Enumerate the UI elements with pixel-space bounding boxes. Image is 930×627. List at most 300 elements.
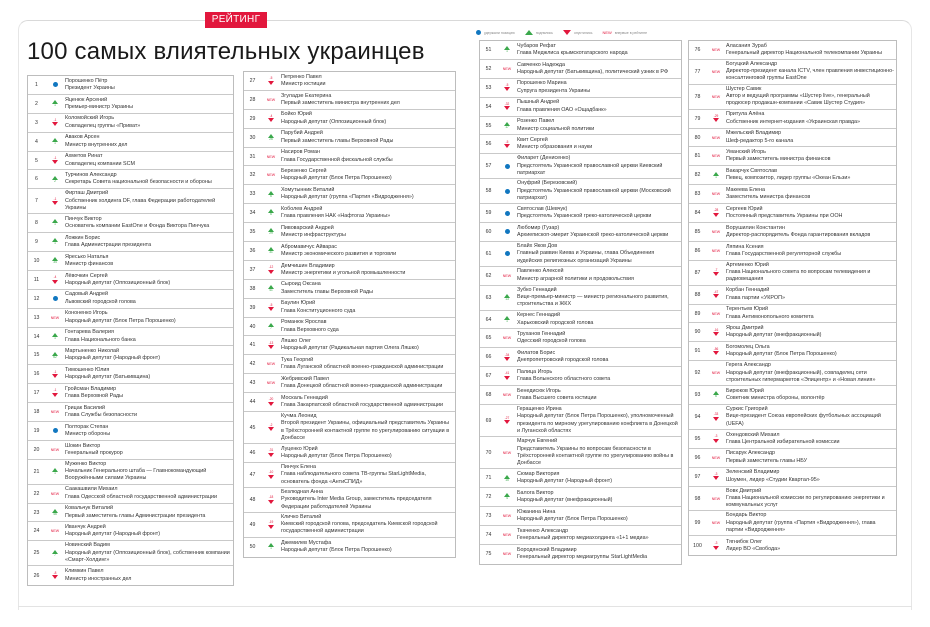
- rank-change-marker: [45, 509, 65, 517]
- rating-row: [28, 460, 233, 485]
- arrow-down-icon: [504, 87, 510, 91]
- person-info: [65, 568, 233, 583]
- person-name: Ложкин Борис: [65, 234, 101, 241]
- person-info: [281, 130, 455, 145]
- person-position: Певец, композитор, лидер группы «Океан Ельзи»: [726, 175, 851, 182]
- person-name: Геращенко Ирина: [517, 406, 562, 413]
- rank-number: 21: [33, 468, 40, 475]
- rank-change-marker: [706, 48, 726, 52]
- rank-change-marker: [261, 247, 281, 255]
- person-info: [517, 438, 681, 467]
- person-position: Министр иностранных дел: [65, 575, 132, 582]
- rank-change-marker: [497, 251, 517, 256]
- rank-change-marker: [45, 119, 65, 127]
- person-info: [726, 388, 896, 403]
- new-entry-icon: NEW: [502, 514, 512, 519]
- rank-change-marker: [261, 424, 281, 432]
- rating-row: [28, 233, 233, 252]
- rank-number: 3: [35, 119, 38, 126]
- person-info: [517, 62, 681, 77]
- person-name: Блайх Яков Дов: [517, 242, 558, 249]
- new-entry-icon: NEW: [711, 135, 721, 140]
- rating-row: [480, 526, 681, 545]
- person-position: Министр юстиции: [281, 80, 326, 87]
- person-name: Зубко Геннадий: [517, 286, 557, 293]
- rating-row: [244, 280, 455, 299]
- rank-number: 92: [694, 370, 701, 377]
- rank-change-marker: [261, 323, 281, 331]
- rank-change-value: 6: [715, 394, 717, 399]
- rating-row: [480, 98, 681, 117]
- rank-change-value: 1: [54, 471, 56, 475]
- rating-row: [689, 430, 896, 449]
- rank-change-value: -19: [268, 520, 274, 525]
- person-info: [65, 235, 233, 250]
- rank-number: 71: [485, 475, 492, 482]
- new-icon: NEW: [602, 30, 612, 35]
- rating-row: [28, 252, 233, 271]
- person-name: Порошенко Марина: [517, 80, 567, 87]
- rating-row: [244, 374, 455, 393]
- rank-change-marker: [497, 393, 517, 397]
- new-entry-icon: NEW: [266, 97, 276, 102]
- rank-number: 44: [249, 399, 256, 406]
- rank-change-value: 29: [269, 231, 273, 236]
- rank-number: 31: [249, 153, 256, 160]
- arrow-down-icon: [52, 201, 58, 205]
- rank-change-marker: [261, 134, 281, 142]
- rating-row: [244, 444, 455, 463]
- rank-number: 24: [33, 528, 40, 535]
- person-name: Романюк Ярослав: [281, 319, 327, 326]
- rank-number: 94: [694, 413, 701, 420]
- person-position: Народный депутат (внефракционный): [517, 497, 613, 504]
- rating-row: [689, 468, 896, 487]
- person-position: Народный депутат (Блок Петра Порошенко): [281, 175, 392, 182]
- rank-number: 59: [485, 210, 492, 217]
- person-info: [281, 168, 455, 183]
- person-info: [281, 74, 455, 89]
- rank-number: 76: [694, 46, 701, 53]
- rank-change-marker: [706, 192, 726, 196]
- rank-number: 47: [249, 472, 256, 479]
- person-position: Министр внутренних дел: [65, 141, 128, 148]
- arrow-down-icon: [713, 439, 719, 443]
- rank-number: 6: [35, 176, 38, 183]
- person-position: Глава правления НАК «Нафтогаз Украины»: [281, 213, 391, 220]
- rank-change-value: -56: [713, 346, 719, 351]
- rank-change-marker: [261, 342, 281, 350]
- person-position: Глава Донецкой областной военно-гражданской администрации: [281, 383, 443, 390]
- person-info: [726, 362, 896, 384]
- new-entry-icon: NEW: [502, 393, 512, 398]
- person-name: Сергеев Юрий: [726, 205, 763, 212]
- rank-number: 26: [33, 572, 40, 579]
- rank-number: 84: [694, 210, 701, 217]
- rank-change-value: 17: [505, 124, 509, 129]
- rating-row: [689, 286, 896, 305]
- rating-row: [480, 469, 681, 488]
- page-title: 100 самых влиятельных украинцев: [27, 38, 425, 65]
- rating-row: [689, 361, 896, 386]
- rank-number: 54: [485, 103, 492, 110]
- person-info: [281, 395, 455, 410]
- person-position: Министр обороны: [65, 430, 111, 437]
- person-position: Глава Администрации президента: [65, 242, 152, 249]
- person-info: [65, 273, 233, 288]
- rank-change-marker: [497, 316, 517, 324]
- new-entry-icon: NEW: [711, 311, 721, 316]
- rank-change-value: -20: [268, 397, 274, 402]
- person-position: Директор-распорядитель Фонда гарантирования вкладов: [726, 231, 871, 238]
- rating-row: [28, 346, 233, 365]
- person-name: Тимошенко Юлия: [65, 367, 110, 373]
- arrow-down-icon: [268, 270, 274, 274]
- person-position: Глава Национальной комиссии по регулированию энергетики и коммунальных услуг: [726, 494, 885, 509]
- new-entry-icon: NEW: [266, 154, 276, 159]
- rank-change-value: 46: [53, 511, 57, 516]
- rating-row: [480, 311, 681, 330]
- rank-change-marker: [497, 336, 517, 340]
- person-name: Полторак Степан: [65, 423, 109, 430]
- person-position: Первый заместитель главы НБУ: [726, 457, 808, 464]
- person-info: [726, 432, 896, 447]
- rank-number: 32: [249, 172, 256, 179]
- rank-change-marker: [261, 155, 281, 159]
- person-position: Народный депутат (Радикальная партия Олега Ляшко): [281, 345, 419, 352]
- person-position: Заместитель главы Верховной Рады: [281, 288, 373, 295]
- rank-number: 69: [485, 417, 492, 424]
- person-position: Глава Центральной избирательной комиссии: [726, 438, 840, 445]
- person-position: Основатель компании EastOne и Фонда Виктора Пинчука: [65, 223, 210, 230]
- person-position: Глава Закарпатской областной государственной администрации: [281, 402, 443, 409]
- rank-change-value: -5: [505, 82, 509, 87]
- rank-change-value: -3: [714, 471, 718, 476]
- person-position: Глава правления ОАО «Ощадбанк»: [517, 106, 607, 113]
- person-position: Одесский городской голова: [517, 338, 586, 345]
- person-info: [65, 505, 233, 520]
- person-name: Иванчук Андрей: [65, 524, 106, 531]
- rank-number: 16: [33, 371, 40, 378]
- person-position: Народный депутат (Блок Петра Порошенко): [281, 453, 392, 460]
- rank-change-marker: [497, 211, 517, 216]
- person-name: Порошенко Пётр: [65, 77, 108, 84]
- person-info: [517, 312, 681, 327]
- person-name: Ворушилин Константин: [726, 224, 785, 231]
- rank-change-marker: [261, 266, 281, 274]
- person-info: [65, 97, 233, 112]
- rank-change-marker: [261, 209, 281, 217]
- rank-change-marker: [706, 348, 726, 356]
- person-info: [517, 471, 681, 486]
- person-name: Насиров Роман: [281, 149, 320, 156]
- person-position: Генеральный директор медиагруппы StarLightMedia: [517, 554, 648, 561]
- rank-change-marker: [497, 46, 517, 54]
- person-position: Министр аграрной политики и продовольствия: [517, 275, 634, 282]
- rank-number: 56: [485, 141, 492, 148]
- person-info: [517, 225, 681, 240]
- rating-row: [689, 536, 896, 555]
- person-name: Саакашвили Михаил: [65, 486, 118, 493]
- person-position: Первый заместитель главы Верховной Рады: [281, 137, 394, 144]
- rank-number: 48: [249, 496, 256, 503]
- person-info: [281, 187, 455, 202]
- rank-number: 78: [694, 93, 701, 100]
- person-position: Народный депутат (внефракционный), совладелец сети строительных гипермаркетов «Эпицентр» и «Новая линия»: [726, 369, 876, 383]
- person-position: Совладелец компании SCM: [65, 160, 135, 167]
- person-name: Макеева Елена: [726, 186, 765, 193]
- person-name: Фирташ Дмитрий: [65, 190, 109, 197]
- rating-row: [28, 504, 233, 523]
- person-position: Генеральный директор медиахолдинга «1+1 медиа»: [517, 535, 649, 542]
- new-entry-icon: NEW: [711, 229, 721, 234]
- person-name: Яценюк Арсений: [65, 96, 108, 103]
- rank-number: 55: [485, 122, 492, 129]
- person-name: Джемилев Мустафа: [281, 539, 332, 546]
- person-name: Березенко Сергей: [281, 168, 327, 175]
- rank-change-marker: [706, 209, 726, 217]
- rank-change-marker: [261, 285, 281, 293]
- person-info: [281, 206, 455, 221]
- rank-number: 29: [249, 115, 256, 122]
- rank-number: 25: [33, 550, 40, 557]
- person-name: Турчинов Александр: [65, 172, 117, 179]
- rating-row: [28, 133, 233, 152]
- person-name: Муженко Виктор: [65, 460, 107, 467]
- rank-number: 63: [485, 294, 492, 301]
- rank-change-marker: [45, 428, 65, 433]
- rating-row: [689, 242, 896, 261]
- same-position-dot-icon: [53, 428, 58, 433]
- person-info: [517, 180, 681, 202]
- person-info: [281, 540, 455, 555]
- rank-change-marker: [706, 413, 726, 421]
- person-position: Народный депутат (внефракционный): [726, 332, 822, 339]
- person-info: [281, 244, 455, 259]
- rating-row: [244, 513, 455, 538]
- rank-number: 97: [694, 473, 701, 480]
- person-info: [726, 325, 896, 340]
- rank-number: 65: [485, 335, 492, 342]
- person-position: Народный депутат (Батькивщина): [65, 374, 151, 381]
- rank-change-marker: [497, 294, 517, 302]
- rating-row: [244, 223, 455, 242]
- rating-row: [244, 72, 455, 91]
- person-name: Онуфрий (Березовский): [517, 180, 578, 187]
- person-position: Народный депутат (Народный фронт): [65, 355, 161, 362]
- rank-number: 10: [33, 257, 40, 264]
- rating-row: [480, 179, 681, 204]
- person-name: Бондарь Виктор: [726, 512, 767, 519]
- arrow-down-icon: [268, 345, 274, 349]
- rank-change-value: -33: [713, 412, 719, 417]
- rating-row: [480, 507, 681, 526]
- rating-row: [28, 441, 233, 460]
- person-name: Москаль Геннадий: [281, 394, 328, 401]
- rating-row: [689, 60, 896, 85]
- person-name: Шустер Савик: [726, 85, 762, 92]
- rating-row: [689, 261, 896, 286]
- person-info: [726, 130, 896, 145]
- rank-change-marker: [497, 103, 517, 111]
- rank-change-marker: [706, 115, 726, 123]
- rank-change-value: -16: [713, 327, 719, 332]
- rank-change-value: 1: [54, 222, 56, 227]
- rating-row: [480, 223, 681, 242]
- person-position: Шоумен, лидер «Студии Квартал-95»: [726, 476, 820, 483]
- person-info: [726, 43, 896, 58]
- rank-change-value: 41: [269, 287, 273, 292]
- person-info: [65, 348, 233, 363]
- person-info: [65, 329, 233, 344]
- rating-column-4: [688, 40, 897, 556]
- person-info: [65, 405, 233, 420]
- rating-row: [689, 110, 896, 129]
- rating-row: [689, 449, 896, 468]
- person-info: [65, 310, 233, 325]
- rank-change-marker: [261, 449, 281, 457]
- person-name: Климкин Павел: [65, 568, 104, 575]
- rank-number: 30: [249, 134, 256, 141]
- rank-change-value: -3: [714, 434, 718, 439]
- rating-row: [28, 170, 233, 189]
- rank-number: 77: [694, 68, 701, 75]
- rating-row: [28, 271, 233, 290]
- person-name: Безлюдная Анна: [281, 489, 323, 495]
- rating-column-2: [243, 71, 456, 558]
- person-position: Министр экономического развития и торговли: [281, 250, 397, 257]
- person-info: [517, 369, 681, 384]
- person-name: Новинский Вадим: [65, 542, 110, 549]
- rating-row: [480, 242, 681, 267]
- rank-number: 7: [35, 198, 38, 205]
- rating-row: [689, 511, 896, 536]
- rank-change-marker: [497, 164, 517, 169]
- legend-label: удержали позицию: [484, 30, 515, 35]
- rank-change-marker: [45, 257, 65, 265]
- person-name: Абромавичус Айварас: [281, 243, 337, 250]
- rating-row: [689, 405, 896, 430]
- person-position: Министр социальной политики: [517, 125, 595, 132]
- rank-change-value: -41: [504, 371, 510, 376]
- rank-change-value: -32: [504, 101, 510, 106]
- rank-number: 64: [485, 316, 492, 323]
- rank-change-value: -5: [269, 76, 273, 81]
- rank-number: 50: [249, 544, 256, 551]
- person-position: Генеральный прокурор: [65, 449, 123, 456]
- rank-change-value: 6: [270, 212, 272, 217]
- rating-row: [689, 85, 896, 110]
- rating-row: [28, 114, 233, 133]
- rank-change-value: 4: [506, 496, 508, 501]
- person-position: Глава Одесской областной государственной администрации: [65, 493, 217, 500]
- arrow-up-icon: [525, 30, 533, 35]
- rank-number: 18: [33, 409, 40, 416]
- rating-row: [244, 393, 455, 412]
- person-position: Первый заместитель министра внутренних дел: [281, 99, 400, 106]
- person-position: Глава Верховного суда: [281, 326, 339, 333]
- person-name: Аваков Арсен: [65, 134, 100, 141]
- person-position: Глава наблюдательного совета ТВ-группы StarLightMedia, основатель фонда «АнтиСПИД»: [281, 471, 426, 485]
- arrow-down-icon: [268, 427, 274, 431]
- person-position: Народный депутат (Блок Петра Порошенко), уполномоченный президента по мирному урегулированию конфликта в Донецкой и Луганской областях: [517, 413, 678, 434]
- rank-change-marker: [45, 492, 65, 496]
- rank-change-marker: [497, 533, 517, 537]
- rating-row: [480, 437, 681, 469]
- rating-row: [244, 488, 455, 513]
- person-info: [726, 539, 896, 554]
- person-name: Труханов Геннадий: [517, 331, 566, 338]
- rank-number: 40: [249, 323, 256, 330]
- rating-row: [689, 41, 896, 60]
- person-name: Бенедисюк Игорь: [517, 387, 561, 394]
- person-info: [65, 190, 233, 212]
- person-name: Мжельский Владимир: [726, 130, 782, 137]
- person-info: [517, 206, 681, 221]
- person-name: Вакарчук Святослав: [726, 167, 778, 174]
- rank-change-marker: [497, 451, 517, 455]
- person-position: Народный депутат (Блок Петра Порошенко): [65, 317, 176, 324]
- rank-change-value: 6: [270, 193, 272, 198]
- rank-number: 61: [485, 250, 492, 257]
- rank-change-value: 7: [54, 552, 56, 557]
- person-info: [726, 61, 896, 83]
- person-name: Мартыненко Николай: [65, 348, 119, 355]
- person-name: Охендовский Михаил: [726, 431, 780, 438]
- person-position: Глава Государственной фискальной службы: [281, 156, 393, 163]
- rank-change-marker: [45, 276, 65, 284]
- rank-number: 72: [485, 494, 492, 501]
- person-info: [726, 168, 896, 183]
- rank-change-value: 1: [54, 335, 56, 340]
- person-position: Постоянный представитель Украины при ООН: [726, 213, 843, 220]
- arrow-down-icon: [504, 420, 510, 424]
- person-position: Глава Антимонопольного комитета: [726, 313, 814, 320]
- person-info: [65, 78, 233, 93]
- rank-change-marker: [45, 82, 65, 87]
- rank-change-value: 15: [505, 477, 509, 482]
- arrow-down-icon: [268, 475, 274, 479]
- rating-row: [244, 204, 455, 223]
- rank-change-marker: [261, 381, 281, 385]
- rank-number: 95: [694, 435, 701, 442]
- person-info: [517, 406, 681, 435]
- person-name: Хомутынник Виталий: [281, 186, 335, 193]
- person-info: [726, 287, 896, 302]
- rank-change-value: 62: [53, 354, 57, 359]
- arrow-down-icon: [563, 30, 571, 35]
- rank-change-marker: [45, 410, 65, 414]
- rating-row: [480, 329, 681, 348]
- person-name: Ляпина Ксения: [726, 243, 764, 250]
- rank-change-marker: [261, 191, 281, 199]
- person-position: Премьер-министр Украины: [65, 103, 133, 110]
- person-info: [281, 376, 455, 391]
- new-entry-icon: NEW: [711, 154, 721, 159]
- legend-label: впервые в рейтинге: [614, 30, 648, 35]
- person-name: Писарук Александр: [726, 450, 776, 457]
- person-info: [65, 291, 233, 306]
- legend-item-down: [563, 30, 592, 35]
- rank-number: 51: [485, 46, 492, 53]
- person-name: Яресько Наталья: [65, 253, 109, 260]
- person-name: Сюмар Виктория: [517, 471, 560, 478]
- person-name: Артеменко Юрий: [726, 261, 769, 268]
- arrow-down-icon: [52, 122, 58, 126]
- person-name: Грицак Василий: [65, 404, 106, 411]
- rank-change-marker: [45, 100, 65, 108]
- person-info: [281, 263, 455, 278]
